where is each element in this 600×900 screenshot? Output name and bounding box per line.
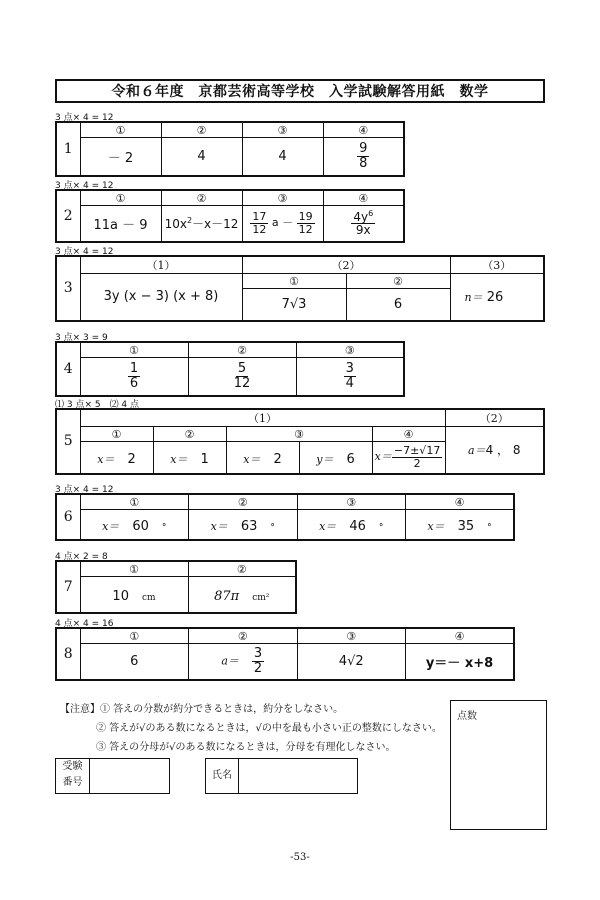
answer-4-3: $\frac{3}{4}$	[296, 358, 404, 396]
question-8-table	[55, 627, 515, 681]
question-2-table	[55, 189, 405, 243]
circled-2: ②	[346, 274, 450, 289]
circled-2: ②	[153, 427, 226, 442]
circled-2: ②	[161, 190, 242, 206]
answer-6-2: x＝ 63 °	[189, 510, 298, 540]
circled-2: ②	[189, 628, 298, 644]
question-4-table	[55, 341, 405, 397]
answer-1-4: $\frac{9}{8}$	[323, 138, 404, 176]
answer-5-1-2: x＝ 1	[153, 442, 226, 474]
answer-1-2: 4	[161, 138, 242, 176]
circled-1: ①	[242, 274, 346, 289]
page-title: 令和６年度 京都芸術高等学校 入学試験解答用紙 数学	[55, 79, 545, 103]
answer-2-4: $\frac{4y^6}{9x}$	[323, 206, 404, 242]
answer-5-1-4: x＝ $\frac{-7\pm√17}{2}$	[372, 442, 445, 474]
circled-3: ③	[296, 342, 404, 358]
exam-number-label: 受験 番号	[56, 759, 90, 793]
question-3-table	[55, 255, 545, 322]
answer-8-1: 6	[80, 644, 189, 680]
circled-4: ④	[406, 494, 515, 510]
circled-4: ④	[406, 628, 515, 644]
name-label: 氏名	[206, 759, 239, 793]
circled-1: ①	[80, 561, 188, 577]
circled-3: ③	[242, 122, 323, 138]
points-q6: 3 点× 4 = 12	[55, 485, 114, 495]
note-1: ① 答えの分数が約分できるときは，約分をしなさい。	[100, 704, 344, 715]
points-q2: 3 点× 4 = 12	[55, 181, 114, 191]
paren-3: （3）	[450, 256, 544, 274]
circled-3: ③	[226, 427, 372, 442]
circled-3: ③	[242, 190, 323, 206]
answer-5-1-3-y: y＝ 6	[299, 442, 372, 474]
circled-1: ①	[80, 494, 189, 510]
circled-3: ③	[297, 494, 406, 510]
circled-2: ②	[188, 561, 296, 577]
points-q1: 3 点× 4 = 12	[55, 113, 114, 123]
answer-4-1: $\frac{1}{6}$	[80, 358, 188, 396]
notes	[60, 700, 442, 757]
circled-1: ①	[80, 628, 189, 644]
circled-1: ①	[80, 122, 161, 138]
circled-2: ②	[189, 494, 298, 510]
circled-4: ④	[323, 190, 404, 206]
note-3: ③ 答えの分母が√のある数になるときは，分母を有理化しなさい。	[96, 742, 396, 753]
answer-3-1: 3y (x − 3) (x + 8)	[80, 274, 242, 321]
answer-8-2: a＝ $\frac{3}{2}$	[189, 644, 298, 680]
paren-2: （2）	[445, 409, 544, 427]
paren-1: （1）	[80, 409, 445, 427]
answer-5-1-1: x＝ 2	[80, 442, 153, 474]
question-number: 4	[56, 342, 80, 396]
answer-4-2: $\frac{5}{12}$	[188, 358, 296, 396]
paren-1: （1）	[80, 256, 242, 274]
question-number: 8	[56, 628, 80, 680]
question-number: 7	[56, 561, 80, 613]
circled-3: ③	[297, 628, 406, 644]
answer-3-2-2: 6	[346, 289, 450, 321]
score-label: 点数	[457, 711, 477, 722]
circled-2: ②	[188, 342, 296, 358]
answer-1-1: － 2	[80, 138, 161, 176]
circled-1: ①	[80, 427, 153, 442]
page-number: -53-	[290, 852, 310, 863]
question-5-table	[55, 408, 545, 475]
question-number: 1	[56, 122, 80, 176]
question-number: 2	[56, 190, 80, 242]
answer-3-2-1: 7√3	[242, 289, 346, 321]
question-6-table	[55, 493, 515, 541]
answer-3-3: n＝ 26	[450, 274, 544, 321]
exam-number-box[interactable]	[55, 758, 170, 794]
circled-2: ②	[161, 122, 242, 138]
score-box[interactable]	[450, 700, 547, 830]
answer-2-1: 11a － 9	[80, 206, 161, 242]
notes-head: 【注意】	[60, 704, 100, 715]
circled-1: ①	[80, 342, 188, 358]
answer-2-3: $\frac{17}{12}$ a － $\frac{19}{12}$	[242, 206, 323, 242]
points-q8: 4 点× 4 = 16	[55, 619, 114, 629]
points-q4: 3 点× 3 = 9	[55, 333, 108, 343]
answer-6-4: x＝ 35 °	[406, 510, 515, 540]
answer-8-3: 4√2	[297, 644, 406, 680]
question-number: 5	[56, 409, 80, 474]
points-q3: 3 点× 4 = 12	[55, 247, 114, 257]
note-2: ② 答えが√のある数になるときは，√の中を最も小さい正の整数にしなさい。	[96, 723, 442, 734]
answer-5-2: a＝4 ， 8	[445, 427, 544, 474]
answer-7-1: 10 cm	[80, 577, 188, 613]
circled-4: ④	[372, 427, 445, 442]
paren-2: （2）	[242, 256, 450, 274]
question-number: 3	[56, 256, 80, 321]
answer-1-3: 4	[242, 138, 323, 176]
points-q7: 4 点× 2 = 8	[55, 552, 108, 562]
points-q5: ⑴ 3 点× 5 ⑵ 4 点	[55, 400, 140, 410]
name-box[interactable]	[205, 758, 358, 794]
answer-6-1: x＝ 60 °	[80, 510, 189, 540]
answer-6-3: x＝ 46 °	[297, 510, 406, 540]
answer-7-2: 87π cm²	[188, 577, 296, 613]
answer-5-1-3-x: x＝ 2	[226, 442, 299, 474]
question-1-table	[55, 121, 405, 177]
answer-2-2: $10x^2-x-12$	[161, 206, 242, 242]
question-7-table	[55, 560, 297, 614]
circled-1: ①	[80, 190, 161, 206]
circled-4: ④	[323, 122, 404, 138]
answer-8-4: y＝－ x+8	[406, 644, 515, 680]
question-number: 6	[56, 494, 80, 540]
